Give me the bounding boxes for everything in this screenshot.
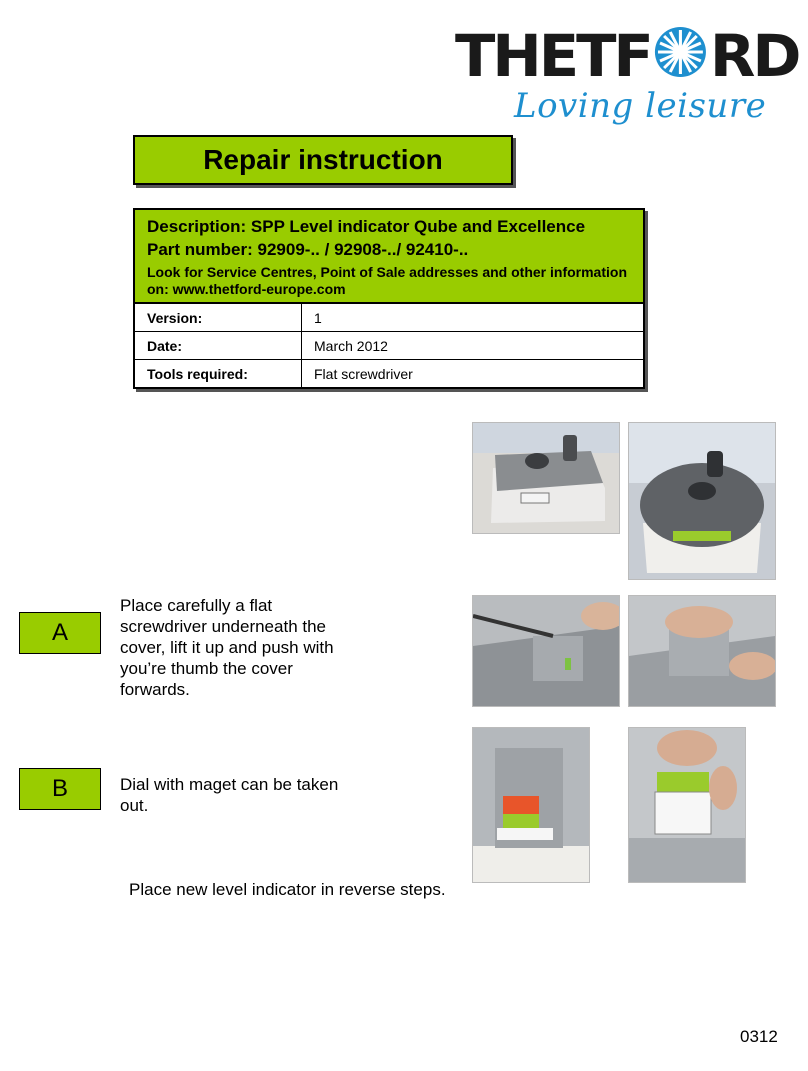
logo-star-icon [651,26,710,78]
info-row-version [135,303,643,331]
info-header [135,210,643,303]
page-code: 0312 [740,1027,778,1046]
info-label: Tools required: [135,360,302,387]
photo-tank-side [472,422,620,534]
step-b-text: Dial with maget can be taken out. [120,775,339,815]
photo-step-b-dial [472,727,590,883]
photo-step-a-screwdriver [472,595,620,707]
photo-step-a-thumb [628,595,776,707]
photo-step-b-removed [628,727,746,883]
info-value: March 2012 [314,337,388,354]
closing-note: Place new level indicator in reverse steps. [129,880,446,899]
info-label: Date: [135,332,302,359]
step-a-badge: A [19,612,101,654]
page-title: Repair instruction [133,135,513,185]
photo-tank-top [628,422,776,580]
info-value: Flat screwdriver [314,365,413,382]
step-b-badge: B [19,768,101,810]
logo-tagline: Loving leisure [514,86,767,126]
info-row-tools [135,359,643,387]
step-a-text: Place carefully a flat screwdriver underneath the cover, lift it up and push with you’re thumb the cover forwards. [120,596,334,699]
service-info: Look for Service Centres, Point of Sale addresses and other information on: www.thetford-europe.com [147,264,627,297]
part-number: Part number: 92909-.. / 92908-../ 92410-.. [147,240,469,259]
thetford-logo: THETF RD [455,22,799,90]
info-label: Version: [135,304,302,331]
info-row-date [135,331,643,359]
description: Description: SPP Level indicator Qube and Excellence [147,217,586,236]
info-table [133,208,645,389]
info-value: 1 [314,309,322,326]
